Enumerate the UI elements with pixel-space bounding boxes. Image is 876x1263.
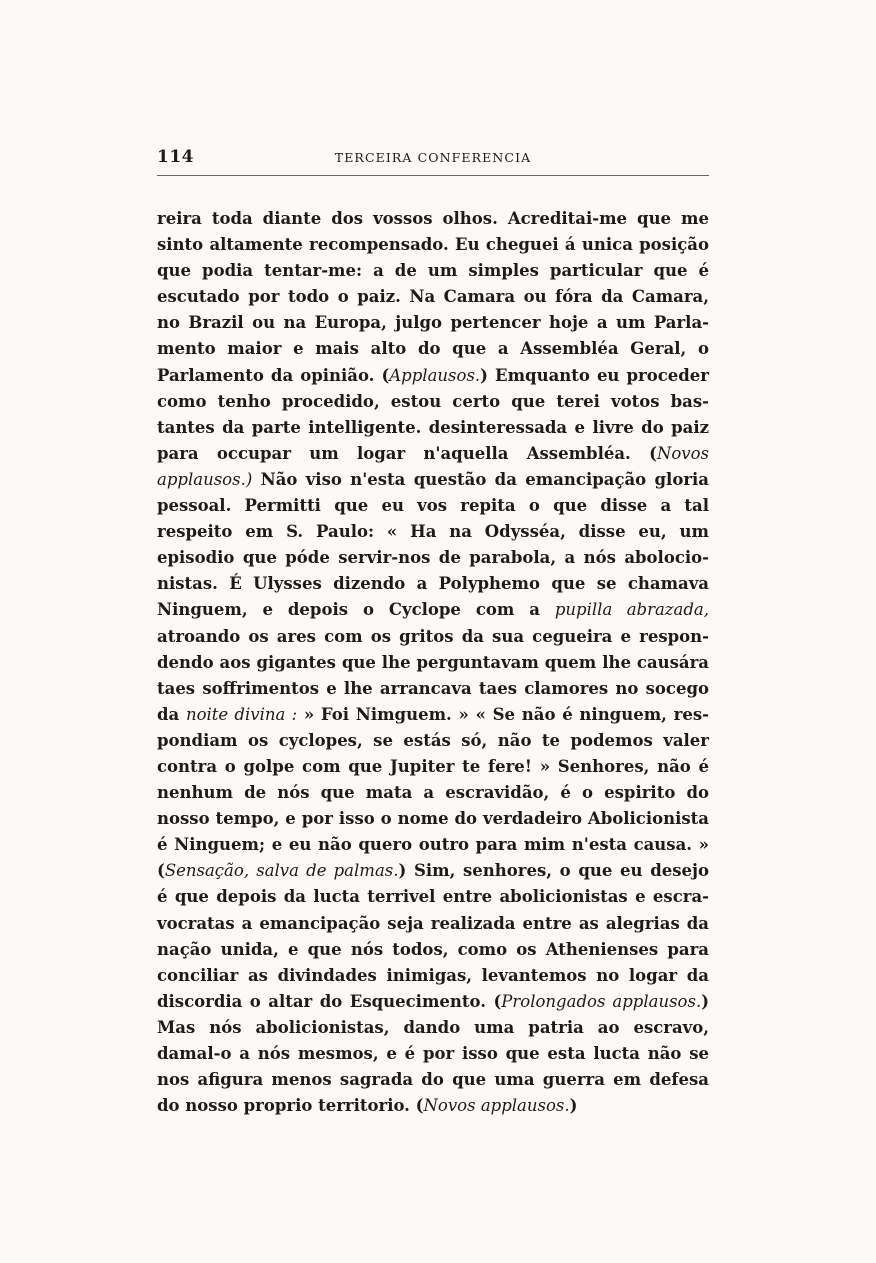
- text-run: do nosso proprio territorio. (: [157, 1096, 424, 1116]
- text-run: nação unida, e que nós todos, como os Athenienses para: [157, 939, 709, 959]
- text-run: mento maior e mais alto do que a Assembléa Geral, o: [157, 339, 709, 359]
- italic-text: Prolongados applausos.: [501, 991, 702, 1011]
- italic-text: Applausos.: [389, 365, 481, 385]
- text-run: pondiam os cyclopes, se estás só, não te podemos valer: [157, 730, 709, 750]
- text-run: escutado por todo o paiz. Na Camara ou fóra da Camara,: [157, 287, 709, 307]
- text-run: nosso tempo, e por isso o nome do verdadeiro Abolicionista: [157, 809, 709, 829]
- text-line: [157, 884, 709, 910]
- text-line: [157, 1015, 709, 1041]
- text-run: tantes da parte intelligente. desinteressada e livre do paiz: [157, 417, 709, 437]
- text-run: nenhum de nós que mata a escravidão, é o espirito do: [157, 783, 709, 803]
- text-run: taes soffrimentos e lhe arrancava taes clamores no socego: [157, 678, 709, 698]
- text-line: [157, 284, 709, 310]
- header-rule: [157, 175, 709, 176]
- text-line: [157, 1041, 709, 1067]
- text-run: respeito em S. Paulo: « Ha na Odysséa, disse eu, um: [157, 522, 709, 542]
- body-text: [157, 206, 709, 1119]
- text-line: [157, 206, 709, 232]
- text-line: [157, 493, 709, 519]
- text-line: [157, 911, 709, 937]
- text-line: [157, 780, 709, 806]
- text-run: da: [157, 704, 186, 724]
- italic-text: noite divina :: [185, 704, 298, 724]
- text-run: contra o golpe com que Jupiter te fere! » Senhores, não é: [157, 756, 709, 776]
- text-run: nos afigura menos sagrada do que uma guerra em defesa: [157, 1070, 709, 1090]
- text-line: [157, 441, 709, 467]
- text-line: [157, 650, 709, 676]
- text-run: para occupar um logar n'aquella Assembléa. (: [157, 443, 657, 463]
- text-line: [157, 989, 709, 1015]
- text-run: Mas nós abolicionistas, dando uma patria ao escravo,: [157, 1017, 709, 1037]
- text-run: (: [157, 861, 165, 881]
- text-run: dendo aos gigantes que lhe perguntavam quem lhe causára: [157, 652, 709, 672]
- text-run: é Ninguem; e eu não quero outro para mim n'esta causa. »: [157, 835, 709, 855]
- text-line: [157, 597, 709, 623]
- text-run: Não viso n'esta questão da emancipação gloria: [252, 469, 709, 489]
- text-run: vocratas a emancipação seja realizada entre as alegrias da: [157, 913, 709, 933]
- text-run: Ninguem, e depois o Cyclope com a: [157, 600, 555, 620]
- running-title: TERCEIRA CONFERENCIA: [334, 150, 532, 165]
- text-run: pessoal. Permitti que eu vos repita o que disse a tal: [157, 496, 709, 516]
- text-run: Parlamento da opinião. (: [157, 365, 390, 385]
- text-run: damal-o a nós mesmos, e é por isso que esta lucta não se: [157, 1044, 709, 1063]
- italic-text: Novos applausos.: [423, 1096, 570, 1116]
- page-header: [157, 143, 709, 173]
- text-line: [157, 389, 709, 415]
- text-run: que podia tentar-me: a de um simples particular que é: [157, 261, 709, 281]
- text-run: » Foi Nimguem. » « Se não é ninguem, res-: [297, 704, 709, 724]
- text-run: nistas. É Ulysses dizendo a Polyphemo que se chamava: [157, 574, 709, 594]
- text-line: [157, 519, 709, 545]
- text-run: como tenho procedido, estou certo que terei votos bas-: [157, 391, 709, 411]
- text-line: [157, 310, 709, 336]
- text-run: episodio que póde servir-nos de parabola, a nós abolocio-: [157, 548, 709, 568]
- text-run: reira toda diante dos vossos olhos. Acreditai-me que me: [157, 209, 709, 228]
- text-line: [157, 963, 709, 989]
- text-line: [157, 937, 709, 963]
- text-line: [157, 832, 709, 858]
- text-line: [157, 545, 709, 571]
- text-line: [157, 415, 709, 441]
- text-line: [157, 676, 709, 702]
- page-number: 114: [157, 147, 194, 167]
- text-line: [157, 702, 709, 728]
- text-run: ) Emquanto eu proceder: [480, 365, 709, 385]
- text-run: conciliar as divindades inimigas, levantemos no logar da: [157, 965, 709, 985]
- italic-text: pupilla abrazada,: [554, 600, 709, 620]
- text-line: [157, 858, 709, 884]
- text-run: no Brazil ou na Europa, julgo pertencer hoje a um Parla-: [157, 313, 709, 333]
- text-run: ) Sim, senhores, o que eu desejo: [398, 861, 709, 881]
- text-line: [157, 232, 709, 258]
- text-line: [157, 624, 709, 650]
- text-run: é que depois da lucta terrivel entre abolicionistas e escra-: [157, 887, 709, 907]
- text-line: [157, 571, 709, 597]
- text-line: [157, 467, 709, 493]
- text-line: [157, 806, 709, 832]
- italic-text: Sensação, salva de palmas.: [164, 861, 399, 881]
- italic-text: Novos: [656, 443, 709, 463]
- text-run: ): [701, 991, 710, 1011]
- text-line: [157, 363, 709, 389]
- text-line: [157, 336, 709, 362]
- text-run: ): [569, 1096, 578, 1116]
- text-run: discordia o altar do Esquecimento. (: [157, 991, 502, 1011]
- text-line: [157, 1093, 709, 1119]
- italic-text: applausos.): [157, 469, 253, 489]
- text-line: [157, 258, 709, 284]
- text-line: [157, 754, 709, 780]
- text-run: sinto altamente recompensado. Eu cheguei á unica posição: [157, 235, 709, 255]
- text-line: [157, 1067, 709, 1093]
- text-run: atroando os ares com os gritos da sua cegueira e respon-: [157, 626, 709, 646]
- text-line: [157, 728, 709, 754]
